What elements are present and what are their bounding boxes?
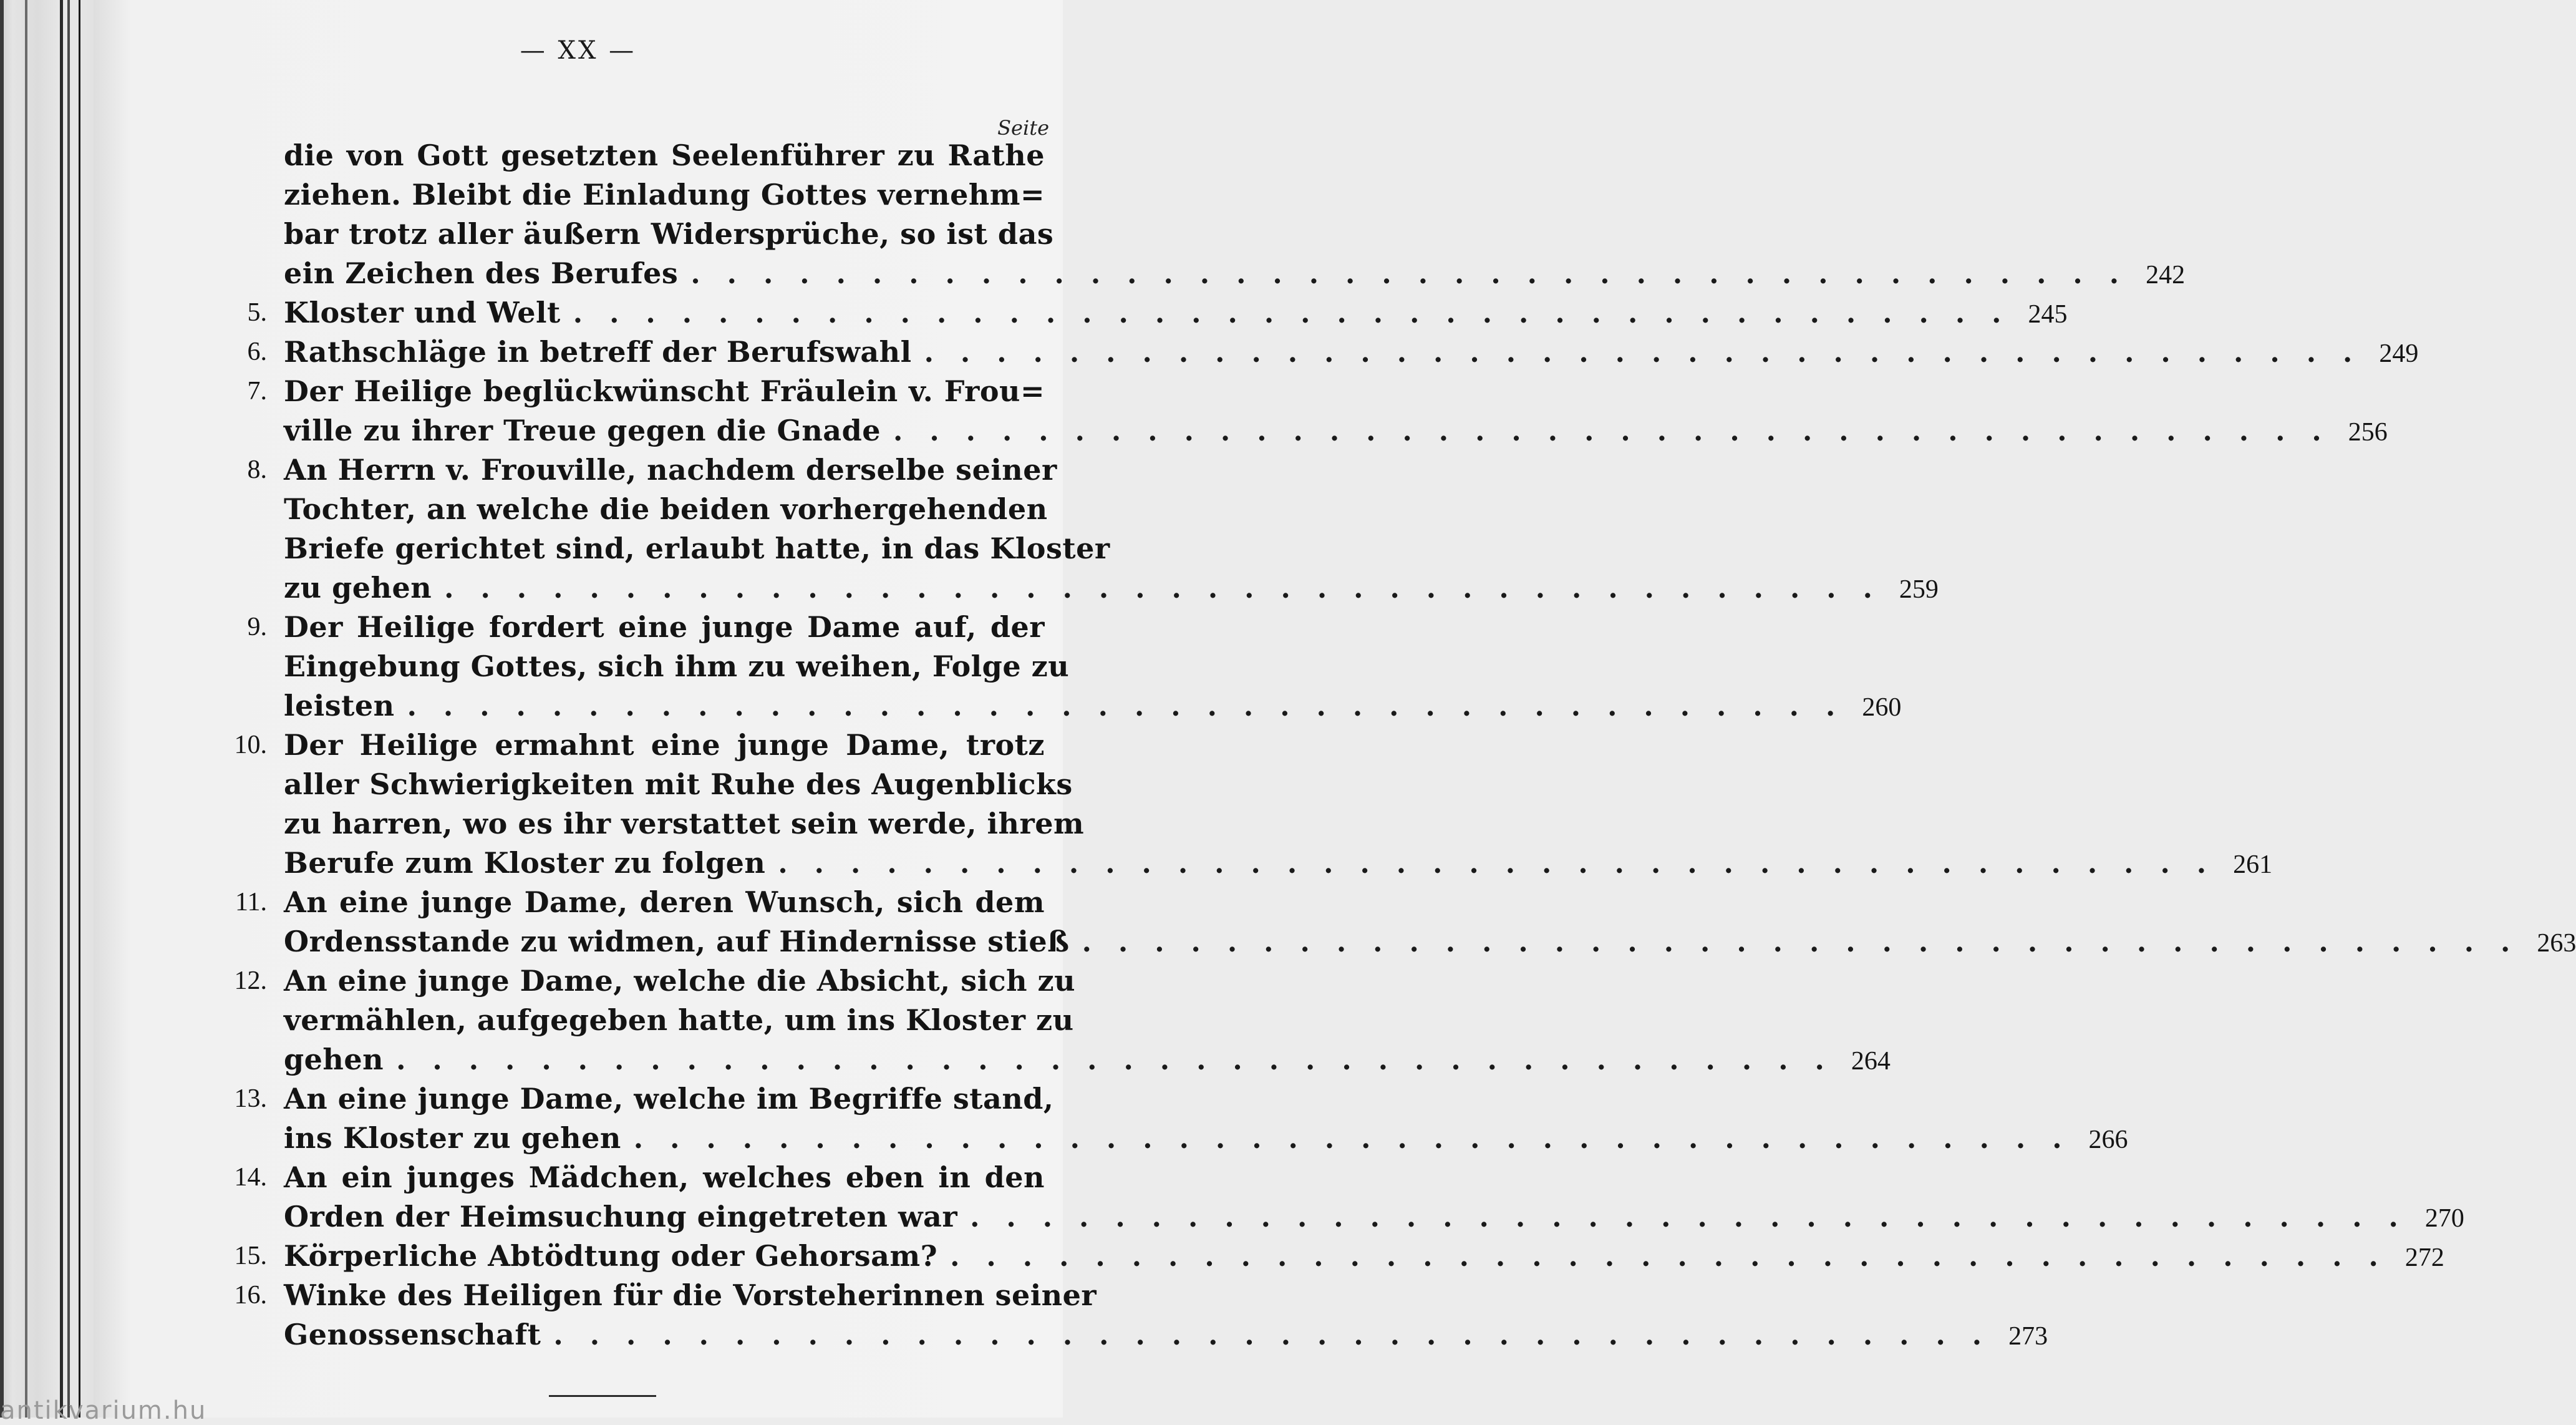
entry-number: 7. xyxy=(247,377,267,406)
entry-last-line xyxy=(284,1197,2464,1237)
entry-number: 15. xyxy=(234,1242,267,1270)
entry-title-line: Ordensstande zu widmen, auf Hindernisse stieß xyxy=(284,925,1070,958)
entry-title-line: zu gehen xyxy=(284,571,432,605)
table-of-contents xyxy=(94,136,2576,1354)
entry-number: 10. xyxy=(234,731,267,759)
entry-title xyxy=(284,883,2576,961)
toc-entry xyxy=(94,726,2273,883)
dot-leader: ........................................ xyxy=(924,337,2380,369)
page-number: 266 xyxy=(2088,1126,2128,1154)
entry-title-line: ins Kloster zu gehen xyxy=(284,1121,621,1155)
page-number: 270 xyxy=(2424,1204,2464,1233)
entry-number: 14. xyxy=(234,1163,267,1192)
entry-number: 5. xyxy=(247,298,267,327)
dot-leader: ........................................ xyxy=(444,573,1899,605)
dot-leader: ........................................ xyxy=(573,298,2028,329)
entry-title-line: Kloster und Welt xyxy=(284,296,561,329)
entry-title xyxy=(284,333,2419,372)
entry-title-line: An eine junge Dame, welche im Begriffe stand, xyxy=(284,1082,1054,1116)
entry-title-line: ville zu ihrer Treue gegen die Gnade xyxy=(284,414,881,447)
entry-title xyxy=(284,726,2273,883)
page-number: 242 xyxy=(2146,261,2186,289)
page-number: 261 xyxy=(2233,850,2273,879)
entry-last-line xyxy=(284,1119,2128,1158)
entry-number: 12. xyxy=(234,966,267,995)
entry-title-line: ziehen. Bleibt die Einladung Gottes vernehm= xyxy=(284,178,1045,212)
toc-entry xyxy=(94,883,2576,961)
entry-title-line: Der Heilige beglückwünscht Fräulein v. Frou= xyxy=(284,374,1045,408)
entry-title xyxy=(284,293,2068,333)
entry-title-line: Körperliche Abtödtung oder Gehorsam? xyxy=(284,1239,938,1273)
page-number: 245 xyxy=(2028,300,2068,329)
entry-title-line: leisten xyxy=(284,689,395,722)
dot-leader: ........................................ xyxy=(778,848,2234,880)
entry-title xyxy=(284,608,1902,726)
watermark: antikvarium.hu xyxy=(0,1396,207,1425)
entry-title-line: Der Heilige ermahnt eine junge Dame, trotz xyxy=(284,728,1045,762)
entry-title-line: aller Schwierigkeiten mit Ruhe des Augenblicks xyxy=(284,767,1073,801)
entry-last-line xyxy=(284,686,1902,726)
entry-title xyxy=(284,1079,2128,1158)
entry-title-line: Genossenschaft xyxy=(284,1318,541,1351)
entry-title-line: An eine junge Dame, deren Wunsch, sich dem xyxy=(284,885,1045,919)
entry-title-line: die von Gott gesetzten Seelenführer zu Rathe xyxy=(284,139,1045,172)
entry-last-line xyxy=(284,844,2273,883)
page-number: 263 xyxy=(2537,929,2576,958)
toc-entry xyxy=(94,372,2388,450)
dot-leader: ........................................ xyxy=(1082,926,2537,958)
binding-edge xyxy=(67,0,70,1418)
dot-leader: ........................................ xyxy=(893,416,2348,447)
toc-entry xyxy=(94,1079,2128,1158)
entry-title-line: bar trotz aller äußern Widersprüche, so ist das xyxy=(284,217,1054,251)
page-header: — XX — xyxy=(520,36,637,65)
binding-edge xyxy=(60,0,63,1418)
entry-title xyxy=(284,450,1939,608)
entry-title-line: An eine junge Dame, welche die Absicht, sich zu xyxy=(284,964,1076,998)
entry-last-line xyxy=(284,254,2186,293)
entry-number: 6. xyxy=(247,338,267,366)
toc-entry xyxy=(94,136,2186,293)
entry-last-line xyxy=(284,293,2068,333)
dot-leader: ........................................ xyxy=(970,1202,2425,1233)
book-page xyxy=(94,0,2576,1418)
entry-title-line: ein Zeichen des Berufes xyxy=(284,256,679,290)
footer-rule xyxy=(549,1395,656,1397)
entry-last-line xyxy=(284,922,2576,961)
toc-entry xyxy=(94,1276,2048,1354)
entry-number: 9. xyxy=(247,613,267,641)
toc-entry xyxy=(94,1237,2444,1276)
entry-title xyxy=(284,136,2186,293)
toc-entry xyxy=(94,293,2068,333)
entry-title-line: Orden der Heimsuchung eingetreten war xyxy=(284,1200,958,1233)
entry-last-line xyxy=(284,333,2419,372)
entry-title-line: Rathschläge in betreff der Berufswahl xyxy=(284,335,912,369)
page-number: 264 xyxy=(1851,1047,1891,1076)
entry-last-line xyxy=(284,411,2388,450)
page-number: 259 xyxy=(1899,575,1939,604)
page-number: 272 xyxy=(2404,1243,2444,1272)
entry-title-line: Der Heilige fordert eine junge Dame auf, der xyxy=(284,610,1045,644)
entry-title-line: Tochter, an welche die beiden vorhergehenden xyxy=(284,492,1048,526)
page-number: 249 xyxy=(2379,339,2419,368)
page-number: 260 xyxy=(1862,693,1902,722)
binding-edge xyxy=(0,0,4,1418)
entry-title-line: zu harren, wo es ihr verstattet sein werde, ihrem xyxy=(284,807,1085,840)
binding-edge xyxy=(79,0,80,1418)
entry-title-line: An ein junges Mädchen, welches eben in den xyxy=(284,1160,1045,1194)
entry-title-line: An Herrn v. Frouville, nachdem derselbe seiner xyxy=(284,453,1057,487)
dot-leader: ........................................ xyxy=(950,1241,2405,1273)
entry-title xyxy=(284,1276,2048,1354)
entry-last-line xyxy=(284,568,1939,608)
entry-title-line: gehen xyxy=(284,1043,384,1076)
entry-title xyxy=(284,1158,2464,1237)
entry-title-line: vermählen, aufgegeben hatte, um ins Kloster zu xyxy=(284,1003,1074,1037)
entry-last-line xyxy=(284,1315,2048,1354)
entry-number: 16. xyxy=(234,1281,267,1310)
entry-number: 11. xyxy=(235,888,267,917)
dot-leader: ........................................ xyxy=(407,691,1862,722)
entry-last-line xyxy=(284,1040,1891,1079)
entry-title xyxy=(284,1237,2444,1276)
entry-number: 13. xyxy=(234,1084,267,1113)
entry-title xyxy=(284,961,1891,1079)
toc-entry xyxy=(94,961,1891,1079)
page-column-label: Seite xyxy=(997,116,1049,140)
dot-leader: ........................................ xyxy=(633,1123,2089,1155)
entry-number: 8. xyxy=(247,455,267,484)
binding-edge xyxy=(25,0,27,1418)
entry-last-line xyxy=(284,1237,2444,1276)
entry-title-line: Briefe gerichtet sind, erlaubt hatte, in das Kloster xyxy=(284,532,1110,565)
dot-leader: ........................................ xyxy=(396,1044,1851,1076)
dot-leader: ........................................ xyxy=(553,1320,2009,1351)
entry-title xyxy=(284,372,2388,450)
toc-entry xyxy=(94,333,2419,372)
entry-title-line: Eingebung Gottes, sich ihm zu weihen, Folge zu xyxy=(284,649,1070,683)
page-number: 256 xyxy=(2348,418,2388,447)
toc-entry xyxy=(94,1158,2464,1237)
book-binding xyxy=(0,0,94,1418)
entry-title-line: Winke des Heiligen für die Vorsteherinnen seiner xyxy=(284,1278,1097,1312)
dot-leader: ........................................ xyxy=(690,258,2146,290)
page-number: 273 xyxy=(2008,1322,2048,1351)
toc-entry xyxy=(94,608,1902,726)
toc-entry xyxy=(94,450,1939,608)
entry-title-line: Berufe zum Kloster zu folgen xyxy=(284,846,766,880)
